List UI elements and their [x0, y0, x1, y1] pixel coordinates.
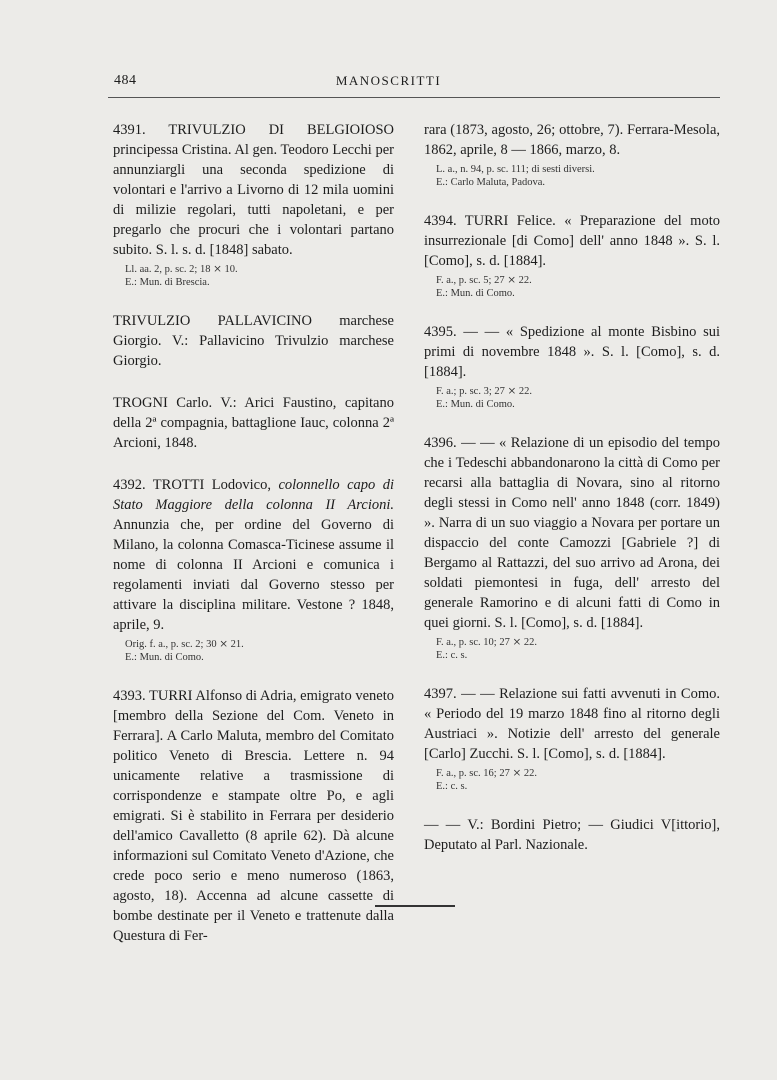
entry-italic: colonnello capo di Stato Maggiore della colonna II Arcioni. [113, 477, 394, 513]
entry-text: TROGNI Carlo. V.: Arici Faustino, capitano della 2ª compagnia, battaglione Iauc, colonna 2ª Arcioni, 1848. [113, 395, 394, 451]
entry-pallavicino [113, 311, 394, 371]
entry-rest: Annunzia che, per ordine del Governo di Milano, la colonna Comasca-Ticinese assume il nome di colonna II Arcioni e comunica i regolamenti inviati dal Governo stesso per attivare la disciplina militare. Vestone ? 1848, aprile, 9. [113, 517, 394, 633]
entry-4396 [424, 433, 720, 662]
entry-text: rara (1873, agosto, 26; ottobre, 7). Ferrara-Mesola, 1862, aprile, 8 — 1866, marzo, 8. [424, 122, 720, 158]
entry-trogni [113, 393, 394, 453]
entry-4393-continued [424, 120, 720, 189]
entry-meta: F. a.; p. sc. 3; 27 ⨯ 22. [436, 386, 533, 397]
entry-text [113, 475, 394, 635]
entry-meta: E.: c. s. [436, 781, 468, 792]
entry-meta: Orig. f. a., p. sc. 2; 30 ⨯ 21. [125, 639, 244, 650]
entry-text: 4394. TURRI Felice. « Preparazione del moto insurrezionale [di Como] dell' anno 1848 ». S. l. [Como], s. d. [1884]. [424, 213, 720, 269]
page-number: 484 [114, 73, 137, 88]
entry-meta: E.: Mun. di Brescia. [125, 277, 210, 288]
entry-text: 4391. TRIVULZIO DI BELGIOIOSO principessa Cristina. Al gen. Teodoro Lecchi per annunziargli una seconda spedizione di volontari e l'arrivo a Livorno di 12 mila uomini di milizie regolari, tutti napoletani, e per pregarlo che procuri che i volontari partano subito. S. l. s. d. [1848] sabato. [113, 122, 394, 258]
entry-meta: E.: Mun. di Como. [125, 652, 204, 663]
entry-4394 [424, 211, 720, 300]
entry-text: 4395. — — « Spedizione al monte Bisbino sui primi di novembre 1848 ». S. l. [Como], s. d. [1884]. [424, 324, 720, 380]
entry-4391 [113, 120, 394, 289]
entry-4395 [424, 322, 720, 411]
entry-meta: E.: Mun. di Como. [436, 288, 515, 299]
entry-meta: F. a., p. sc. 10; 27 ⨯ 22. [436, 637, 537, 648]
entry-meta: E.: Mun. di Como. [436, 399, 515, 410]
entry-text: 4397. — — Relazione sui fatti avvenuti in Como. « Periodo del 19 marzo 1848 fino al ritorno degli Austriaci ». Notizie dell' arresto del generale [Carlo] Zucchi. S. l. [Como], s. d. [1884]. [424, 686, 720, 762]
running-head: MANOSCRITTI [335, 73, 442, 88]
entry-text: — — V.: Bordini Pietro; — Giudici V[ittorio], Deputato al Parl. Nazionale. [424, 817, 720, 853]
entry-text: 4396. — — « Relazione di un episodio del tempo che i Tedeschi abbandonarono la città di Como per recarsi alla battaglia di Novara, sino al ritorno degli stessi in Como nell' anno 1848 (corr. 1849) ». Narra di un suo viaggio a Novara per portare un dispaccio del conte Camozzi [Gabriele ?] di Bergamo al Rattazzi, del suo arrivo ad Arona, dei soldati piemontesi in fuga, dell' arresto del generale Ramorino e di alcuni fatti di Como in quei giorni. S. l. [Como], s. d. [1884]. [424, 435, 720, 631]
entry-meta: F. a., p. sc. 5; 27 ⨯ 22. [436, 275, 532, 286]
entry-meta: Ll. aa. 2, p. sc. 2; 18 ⨯ 10. [125, 264, 238, 275]
header-rule [108, 97, 720, 98]
entry-meta: F. a., p. sc. 16; 27 ⨯ 22. [436, 768, 537, 779]
right-column [424, 102, 720, 855]
entry-final [424, 815, 720, 855]
entry-4392 [113, 475, 394, 664]
entry-text: 4393. TURRI Alfonso di Adria, emigrato veneto [membro della Sezione del Com. Veneto in Ferrara]. A Carlo Maluta, membro del Comitato politico Veneto di Brescia. Lettere n. 94 unicamente relative a trasmissione di corrispondenze e stampate oltre Po, e agli emigrati. Si è stabilito in Ferrara per desiderio dell'amico Cavalletto (8 aprile 62). Dà alcune informazioni sul Comitato Veneto d'Azione, che crede poco serio e meno numeroso (1863, agosto, 18). Accenna ad alcune cassette di bombe destinate per il Veneto e trattenute dalla Questura di Fer- [113, 688, 394, 944]
entry-lead: 4392. TROTTI Lodovico, [113, 477, 279, 493]
entry-meta: E.: Carlo Maluta, Padova. [436, 177, 546, 188]
entry-meta: E.: c. s. [436, 650, 468, 661]
end-rule [375, 905, 455, 907]
entry-4397 [424, 684, 720, 793]
entry-meta: L. a., n. 94, p. sc. 111; di sesti diversi. [436, 164, 595, 175]
left-column [113, 102, 394, 946]
entry-4393 [113, 686, 394, 946]
entry-text: TRIVULZIO PALLAVICINO marchese Giorgio. V.: Pallavicino Trivulzio marchese Giorgio. [113, 313, 394, 369]
